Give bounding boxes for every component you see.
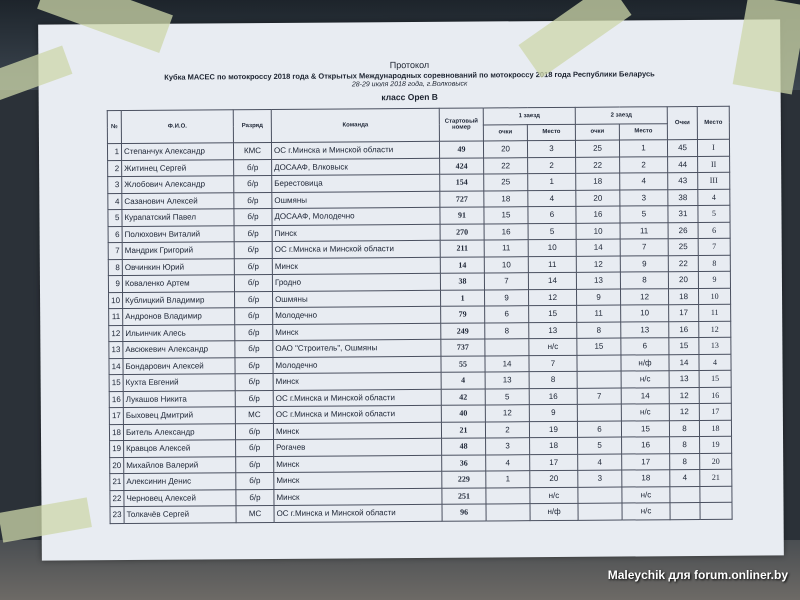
cell-place	[700, 486, 732, 503]
cell-r1-points: 12	[485, 405, 529, 422]
cell-start-no: 229	[442, 471, 486, 488]
cell-rank: б/р	[236, 472, 274, 489]
cell-total: 18	[668, 288, 698, 305]
cell-team: ОАО "Строитель", Ошмяны	[273, 339, 441, 357]
cell-start-no: 424	[440, 157, 484, 174]
cell-r2-place: н/с	[622, 503, 670, 520]
cell-r1-place: н/с	[530, 487, 578, 504]
cell-place: I	[697, 139, 729, 156]
protocol-date-place: 28-29 июля 2018 года, г.Волковыск	[351, 80, 468, 89]
cell-r1-place: 7	[529, 355, 577, 372]
cell-r1-place: н/с	[529, 338, 577, 355]
results-table	[107, 106, 733, 524]
cell-name: Быховец Дмитрий	[123, 407, 235, 424]
header-team: Команда	[271, 108, 439, 142]
header-rank: Разряд	[233, 109, 271, 142]
cell-start-no: 14	[440, 256, 484, 273]
cell-place: 21	[700, 469, 732, 486]
cell-r2-place: 7	[620, 239, 668, 256]
cell-r2-place: 3	[620, 189, 668, 206]
cell-no: 17	[109, 408, 123, 425]
cell-no: 15	[109, 375, 123, 392]
cell-r1-place: 3	[527, 140, 575, 157]
cell-r2-place: 6	[621, 338, 669, 355]
cell-r2-points: 11	[577, 305, 621, 322]
cell-place: 20	[700, 453, 732, 470]
cell-no: 20	[110, 457, 124, 474]
cell-start-no: 270	[440, 223, 484, 240]
cell-name: Овчинкин Юрий	[122, 258, 234, 275]
cell-r1-place: 5	[528, 223, 576, 240]
cell-start-no: 249	[441, 322, 485, 339]
cell-place: 9	[698, 271, 730, 288]
cell-r2-place: 8	[620, 272, 668, 289]
cell-place	[700, 502, 732, 519]
protocol-subtitle: Кубка МАСЕС по мотокроссу 2018 года & Открытых Международных соревнований по мотокроссу 2018 года Республики Беларусь	[164, 69, 655, 82]
cell-total: 45	[667, 139, 697, 156]
cell-name: Степанчук Александр	[121, 143, 233, 160]
cell-name: Лукашов Никита	[123, 390, 235, 407]
cell-r1-place: 6	[528, 206, 576, 223]
cell-r1-place: 19	[529, 421, 577, 438]
cell-r1-place: 8	[529, 371, 577, 388]
cell-r1-place: 12	[528, 289, 576, 306]
cell-name: Мандрик Григорий	[122, 242, 234, 259]
cell-r1-place: 2	[528, 157, 576, 174]
cell-place: III	[698, 172, 730, 189]
cell-r1-place: 13	[529, 322, 577, 339]
cell-r2-points	[577, 371, 621, 388]
cell-team: ОС г.Минска и Минской области	[273, 389, 441, 407]
cell-r1-points: 2	[485, 421, 529, 438]
cell-total: 25	[668, 238, 698, 255]
cell-place: 13	[699, 337, 731, 354]
cell-rank: МС	[235, 406, 273, 423]
cell-rank: б/р	[234, 241, 272, 258]
cell-r1-points: 3	[486, 438, 530, 455]
cell-r2-points: 12	[576, 256, 620, 273]
header-race1: 1 заезд	[483, 107, 575, 124]
cell-r2-points: 9	[576, 289, 620, 306]
cell-place: 10	[698, 288, 730, 305]
cell-no: 14	[109, 358, 123, 375]
cell-r1-points: 16	[484, 223, 528, 240]
cell-no: 6	[108, 226, 122, 243]
cell-r2-place: 9	[620, 255, 668, 272]
cell-place: 4	[699, 354, 731, 371]
cell-r1-points: 11	[484, 240, 528, 257]
cell-name: Черновец Алексей	[124, 489, 236, 506]
cell-r2-place: 12	[620, 288, 668, 305]
cell-place: 16	[699, 387, 731, 404]
cell-no: 10	[109, 292, 123, 309]
cell-total: 43	[668, 172, 698, 189]
cell-no: 12	[109, 325, 123, 342]
cell-start-no: 211	[440, 240, 484, 257]
cell-total: 8	[669, 420, 699, 437]
cell-start-no: 55	[441, 355, 485, 372]
cell-start-no: 1	[440, 289, 484, 306]
cell-rank: б/р	[235, 357, 273, 374]
cell-r2-place: 4	[620, 173, 668, 190]
cell-no: 11	[109, 309, 123, 326]
cell-no: 21	[110, 474, 124, 491]
cell-place: 15	[699, 370, 731, 387]
cell-rank: б/р	[234, 192, 272, 209]
cell-start-no: 251	[442, 487, 486, 504]
cell-name: Кухта Евгений	[123, 374, 235, 391]
cell-team: Минск	[274, 471, 442, 489]
cell-r1-points: 1	[486, 471, 530, 488]
cell-r2-place: н/с	[622, 486, 670, 503]
cell-total: 13	[669, 370, 699, 387]
header-race1-points: очки	[483, 124, 527, 141]
cell-r2-place: 18	[622, 470, 670, 487]
cell-start-no: 79	[441, 306, 485, 323]
cell-total	[670, 502, 700, 519]
cell-name: Ильинчик Алесь	[123, 324, 235, 341]
cell-start-no: 48	[442, 438, 486, 455]
cell-r1-points: 15	[484, 207, 528, 224]
cell-start-no: 91	[440, 207, 484, 224]
cell-r1-place: 16	[529, 388, 577, 405]
cell-rank: б/р	[235, 423, 273, 440]
cell-total: 22	[668, 255, 698, 272]
cell-name: Коваленко Артем	[122, 275, 234, 292]
cell-total: 26	[668, 222, 698, 239]
cell-total	[670, 486, 700, 503]
cell-no: 19	[110, 441, 124, 458]
cell-team: Минск	[272, 257, 440, 275]
cell-r1-points: 13	[485, 372, 529, 389]
cell-r2-place: н/с	[621, 371, 669, 388]
cell-no: 23	[110, 507, 124, 524]
cell-start-no: 96	[442, 504, 486, 521]
cell-r2-points: 14	[576, 239, 620, 256]
cell-r2-points: 18	[576, 173, 620, 190]
header-final-place: Место	[697, 106, 729, 139]
cell-start-no: 42	[441, 388, 485, 405]
cell-start-no: 40	[441, 405, 485, 422]
cell-team: ОС г.Минска и Минской области	[273, 405, 441, 423]
cell-start-no: 21	[441, 421, 485, 438]
cell-rank: б/р	[234, 208, 272, 225]
cell-r2-place: 15	[621, 420, 669, 437]
cell-r1-points: 8	[485, 322, 529, 339]
cell-r2-place: 5	[620, 206, 668, 223]
cell-no: 1	[107, 144, 121, 161]
cell-r2-points	[578, 487, 622, 504]
cell-rank: б/р	[235, 340, 273, 357]
cell-rank: КМС	[233, 142, 271, 159]
cell-rank: б/р	[235, 373, 273, 390]
cell-name: Кублицкий Владимир	[123, 291, 235, 308]
cell-total: 12	[669, 387, 699, 404]
cell-place: 18	[699, 420, 731, 437]
cell-r1-points: 6	[485, 306, 529, 323]
cell-place: 19	[700, 436, 732, 453]
cell-place: 5	[698, 205, 730, 222]
cell-rank: б/р	[234, 258, 272, 275]
cell-r2-points: 8	[577, 322, 621, 339]
cell-team: Пинск	[272, 224, 440, 242]
cell-place: 4	[698, 189, 730, 206]
cell-start-no: 154	[440, 174, 484, 191]
cell-r1-place: н/ф	[530, 503, 578, 520]
cell-r1-place: 11	[528, 256, 576, 273]
cell-r1-points: 9	[484, 289, 528, 306]
cell-rank: б/р	[235, 307, 273, 324]
cell-team: Ошмяны	[273, 290, 441, 308]
cell-r1-points	[486, 504, 530, 521]
cell-total: 20	[668, 271, 698, 288]
cell-start-no: 727	[440, 190, 484, 207]
cell-r1-points	[485, 339, 529, 356]
cell-rank: МС	[236, 505, 274, 522]
table-row	[110, 502, 732, 523]
cell-r2-points: 5	[578, 437, 622, 454]
cell-total: 8	[670, 453, 700, 470]
cell-total: 38	[668, 189, 698, 206]
cell-no: 7	[108, 243, 122, 260]
cell-name: Полюхович Виталий	[122, 225, 234, 242]
cell-rank: б/р	[235, 390, 273, 407]
cell-r1-points: 22	[484, 157, 528, 174]
cell-r1-points: 18	[484, 190, 528, 207]
cell-name: Андронов Владимир	[123, 308, 235, 325]
cell-r1-place: 18	[530, 437, 578, 454]
cell-no: 9	[108, 276, 122, 293]
cell-team: Минск	[273, 422, 441, 440]
cell-name: Михайлов Валерий	[124, 456, 236, 473]
cell-no: 16	[109, 391, 123, 408]
cell-r2-place: 2	[620, 156, 668, 173]
cell-place: 11	[699, 304, 731, 321]
cell-team: Молодечно	[273, 306, 441, 324]
cell-r1-place: 10	[528, 239, 576, 256]
cell-name: Курапатский Павел	[122, 209, 234, 226]
header-name: Ф.И.О.	[121, 110, 233, 144]
cell-r2-points: 4	[578, 454, 622, 471]
cell-r1-points: 20	[483, 141, 527, 158]
cell-rank: б/р	[235, 324, 273, 341]
cell-r2-place: н/с	[621, 404, 669, 421]
cell-team: Молодечно	[273, 356, 441, 374]
cell-total: 16	[669, 321, 699, 338]
cell-team: Минск	[274, 455, 442, 473]
header-start-number: Стартовый номер	[439, 108, 483, 141]
protocol-class: класс Open B	[381, 91, 438, 103]
cell-team: ДОСААФ, Молодечно	[272, 207, 440, 225]
cell-r2-place: 17	[622, 453, 670, 470]
cell-place: 7	[698, 238, 730, 255]
cell-team: Рогачев	[274, 438, 442, 456]
cell-no: 18	[109, 424, 123, 441]
cell-r2-place: 11	[620, 222, 668, 239]
header-race1-place: Место	[527, 124, 575, 141]
cell-r2-points: 10	[576, 223, 620, 240]
cell-r2-points: 3	[578, 470, 622, 487]
cell-r1-points: 10	[484, 256, 528, 273]
cell-rank: б/р	[234, 225, 272, 242]
cell-r2-points: 16	[576, 206, 620, 223]
cell-total: 14	[669, 354, 699, 371]
cell-r2-place: н/ф	[621, 354, 669, 371]
header-race2: 2 заезд	[575, 107, 667, 124]
cell-start-no: 737	[441, 339, 485, 356]
cell-r2-place: 1	[619, 140, 667, 157]
cell-r2-points: 15	[577, 338, 621, 355]
cell-name: Жлобович Александр	[122, 176, 234, 193]
cell-team: Ошмяны	[272, 191, 440, 209]
cell-total: 12	[669, 403, 699, 420]
cell-r1-points: 4	[486, 454, 530, 471]
cell-r1-points: 14	[485, 355, 529, 372]
cell-total: 31	[668, 205, 698, 222]
cell-no: 2	[108, 160, 122, 177]
cell-start-no: 38	[440, 273, 484, 290]
protocol-title: Протокол	[389, 59, 430, 71]
cell-rank: б/р	[236, 489, 274, 506]
cell-r1-points: 25	[484, 174, 528, 191]
cell-place: 6	[698, 222, 730, 239]
cell-rank: б/р	[236, 439, 274, 456]
cell-r1-points: 7	[484, 273, 528, 290]
cell-r2-points	[577, 404, 621, 421]
cell-name: Авсюкевич Александр	[123, 341, 235, 358]
cell-start-no: 4	[441, 372, 485, 389]
cell-team: ОС г.Минска и Минской области	[272, 240, 440, 258]
cell-rank: б/р	[234, 274, 272, 291]
cell-r2-points: 7	[577, 388, 621, 405]
cell-start-no: 49	[439, 141, 483, 158]
cell-r2-points	[578, 503, 622, 520]
cell-r2-points	[577, 355, 621, 372]
cell-rank: б/р	[234, 175, 272, 192]
cell-r2-points: 13	[576, 272, 620, 289]
cell-r1-place: 9	[529, 404, 577, 421]
cell-rank: б/р	[236, 456, 274, 473]
cell-name: Кравцов Алексей	[124, 440, 236, 457]
cell-name: Алексинин Денис	[124, 473, 236, 490]
cell-r1-place: 1	[528, 173, 576, 190]
cell-place: 12	[699, 321, 731, 338]
header-race2-points: очки	[575, 124, 619, 141]
cell-r1-place: 15	[529, 305, 577, 322]
cell-team: Минск	[274, 488, 442, 506]
cell-total: 17	[669, 304, 699, 321]
header-no: №	[107, 111, 121, 144]
cell-name: Сазанович Алексей	[122, 192, 234, 209]
cell-team: Берестовица	[272, 174, 440, 192]
cell-team: Минск	[273, 372, 441, 390]
cell-rank: б/р	[235, 291, 273, 308]
cell-r2-place: 10	[621, 305, 669, 322]
cell-team: ОС г.Минска и Минской области	[271, 141, 439, 159]
header-race2-place: Место	[619, 123, 667, 140]
cell-name: Битель Александр	[123, 423, 235, 440]
cell-no: 4	[108, 193, 122, 210]
cell-r1-points	[486, 487, 530, 504]
cell-total: 44	[668, 156, 698, 173]
cell-team: ОС г.Минска и Минской области	[274, 504, 442, 522]
cell-no: 3	[108, 177, 122, 194]
cell-team: Гродно	[272, 273, 440, 291]
cell-total: 8	[670, 436, 700, 453]
cell-no: 5	[108, 210, 122, 227]
cell-r1-points: 5	[485, 388, 529, 405]
cell-no: 13	[109, 342, 123, 359]
header-total-points: Очки	[667, 106, 697, 139]
watermark-credit: Maleychik для forum.onliner.by	[607, 568, 788, 582]
results-body	[107, 139, 732, 523]
cell-no: 22	[110, 490, 124, 507]
cell-r1-place: 14	[528, 272, 576, 289]
cell-total: 15	[669, 337, 699, 354]
cell-no: 8	[108, 259, 122, 276]
cell-r2-place: 13	[621, 321, 669, 338]
cell-r2-points: 22	[576, 157, 620, 174]
cell-name: Бондарович Алексей	[123, 357, 235, 374]
cell-team: Минск	[273, 323, 441, 341]
cell-r2-place: 16	[622, 437, 670, 454]
cell-r2-place: 14	[621, 387, 669, 404]
cell-place: 17	[699, 403, 731, 420]
protocol-sheet	[38, 19, 784, 560]
cell-rank: б/р	[234, 159, 272, 176]
cell-r1-place: 4	[528, 190, 576, 207]
cell-place: II	[698, 156, 730, 173]
cell-total: 4	[670, 469, 700, 486]
cell-r2-points: 6	[577, 421, 621, 438]
cell-start-no: 36	[442, 454, 486, 471]
cell-r1-place: 20	[530, 470, 578, 487]
cell-team: ДОСААФ, Влковыск	[272, 158, 440, 176]
cell-name: Толкачёв Сергей	[124, 506, 236, 523]
cell-r2-points: 25	[575, 140, 619, 157]
cell-r2-points: 20	[576, 190, 620, 207]
cell-name: Житинец Сергей	[122, 159, 234, 176]
cell-r1-place: 17	[530, 454, 578, 471]
cell-place: 8	[698, 255, 730, 272]
